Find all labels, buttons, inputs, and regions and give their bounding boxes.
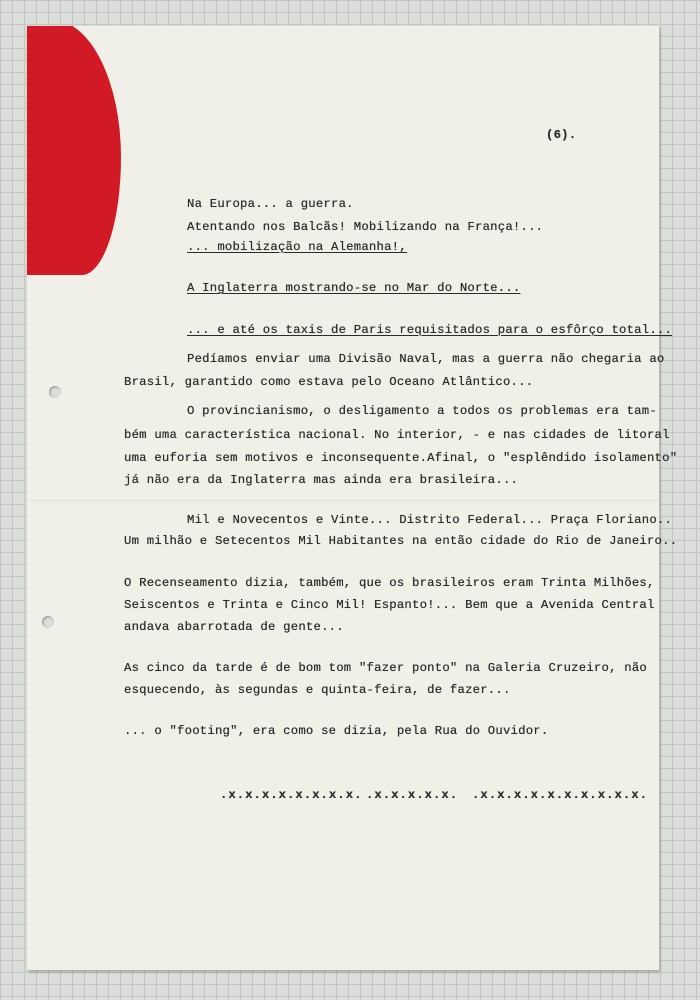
text-line: andava abarrotada de gente... bbox=[124, 620, 344, 634]
text-line: Pedíamos enviar uma Divisão Naval, mas a guerra não chegaria ao bbox=[187, 352, 665, 366]
text-line: já não era da Inglaterra mas ainda era brasileira... bbox=[124, 473, 519, 487]
text-line: Um milhão e Setecentos Mil Habitantes na então cidade do Rio de Janeiro.. bbox=[124, 534, 678, 548]
text-line: uma euforia sem motivos e inconsequente.Afinal, o "esplêndido isolamento" bbox=[124, 451, 678, 465]
red-ink-stain bbox=[27, 26, 121, 275]
text-line: A Inglaterra mostrando-se no Mar do Norte... bbox=[187, 281, 521, 295]
text-line: ... o "footing", era como se dizia, pela Rua do Ouvidor. bbox=[124, 724, 549, 738]
text-line: O provincianismo, o desligamento a todos os problemas era tam- bbox=[187, 404, 657, 418]
text-line: Mil e Novecentos e Vinte... Distrito Federal... Praça Floriano.. bbox=[187, 513, 673, 527]
separator-mark: .x.x.x.x.x.x.x.x.x.x. bbox=[472, 788, 648, 802]
text-line: Brasil, garantido como estava pelo Oceano Atlântico... bbox=[124, 375, 534, 389]
text-line: esquecendo, às segundas e quinta-feira, de fazer... bbox=[124, 683, 511, 697]
separator-mark: .x.x.x.x.x.x.x.x. bbox=[220, 788, 363, 802]
punch-hole-upper bbox=[49, 386, 61, 398]
text-line: Seiscentos e Trinta e Cinco Mil! Espanto!... Bem que a Avenida Central bbox=[124, 598, 655, 612]
separator-mark: .x.x.x.x.x. bbox=[366, 788, 459, 802]
text-line: As cinco da tarde é de bom tom "fazer ponto" na Galeria Cruzeiro, não bbox=[124, 661, 647, 675]
text-line: O Recenseamento dizia, também, que os brasileiros eram Trinta Milhões, bbox=[124, 576, 655, 590]
text-line: Na Europa... a guerra. bbox=[187, 197, 354, 211]
page-number: (6). bbox=[546, 128, 577, 142]
punch-hole-lower bbox=[42, 616, 54, 628]
page-fold bbox=[27, 500, 659, 501]
text-line: Atentando nos Balcãs! Mobilizando na França!... bbox=[187, 220, 544, 234]
document-page bbox=[27, 26, 659, 970]
text-line: ... e até os taxis de Paris requisitados para o esfôrço total... bbox=[187, 323, 673, 337]
text-line: bém uma característica nacional. No interior, - e nas cidades de litoral bbox=[124, 428, 670, 442]
text-line: ... mobilização na Alemanha!, bbox=[187, 240, 407, 254]
